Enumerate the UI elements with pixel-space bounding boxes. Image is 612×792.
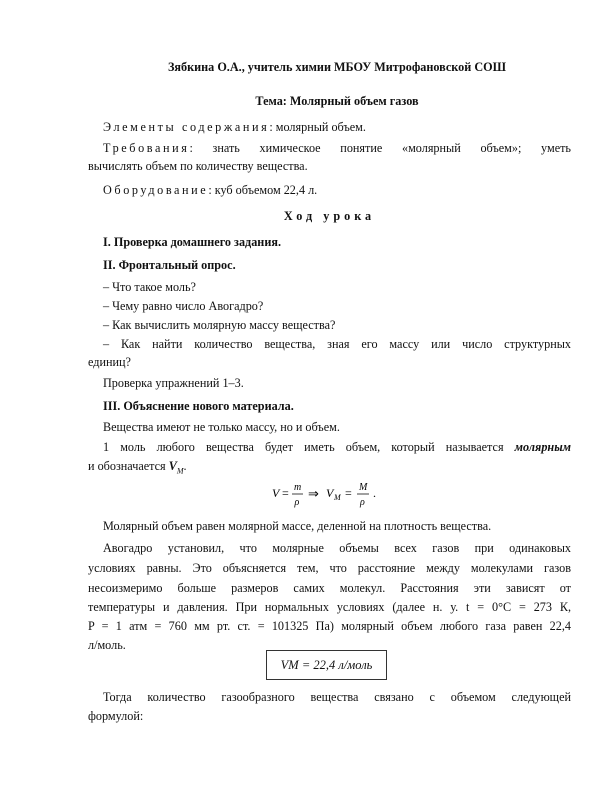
formula-eq2: = [345,486,352,500]
formula-m: m [294,482,302,493]
equipment-value: : куб объемом 22,4 л. [208,183,318,197]
lesson-heading: Ход урока [283,209,376,223]
elements-label: Элементы содержания [103,120,270,134]
formula-rho2: ρ [360,497,365,508]
paragraph-2-line2 [88,457,556,480]
paragraph-2-text2: и обозначается [88,459,169,473]
question-4: – Как найти количество вещества, зная его массу или число структурных [103,337,571,351]
paragraph-2-line1 [103,438,571,457]
elements-line [103,118,571,137]
formula-vm-sub: M [334,493,341,502]
equipment-line [103,181,571,200]
formula-eq1: = [282,486,289,500]
paragraph-4-line6: л/моль. [88,638,126,652]
requirements-label: Требования [103,141,190,155]
question-4-continued: единиц? [88,355,131,369]
paragraph-4-line2: условиях равны. Это объясняется тем, что расстояние между молекулами газов [88,561,571,575]
molar-term: молярным [514,440,571,454]
paragraph-3: Молярный объем равен молярной массе, деленной на плотность вещества. [103,519,492,533]
paragraph-4-line5: P = 1 атм = 760 мм рт. ст. = 101325 Па) молярный объем любого газа равен 22,4 [88,619,571,633]
vm-symbol: V [168,459,177,473]
question-2: – Чему равно число Авогадро? [103,299,264,313]
vm-subscript: M [176,466,184,476]
requirements-value-1: : знать химическое понятие «молярный объем»; уметь [189,141,571,155]
requirements-line1 [103,139,571,158]
equipment-label: Оборудование [103,183,209,197]
molar-volume-formula [270,480,390,508]
formula-arrow: ⇒ [308,487,319,502]
paragraph-2-text: 1 моль любого вещества будет иметь объем, который называется [103,440,515,454]
paragraph-4-line3: несоизмеримо больше размеров самих молекул. Расстояния эти зависят от [88,581,571,595]
paragraph-4-line1: Авогадро установил, что молярные объемы всех газов при одинаковых [103,541,571,555]
section-1-heading: I. Проверка домашнего задания. [103,235,281,249]
formula-vm: V [326,486,334,500]
exercises-line: Проверка упражнений 1–3. [103,376,244,390]
paragraph-1: Вещества имеют не только массу, но и объем. [103,420,340,434]
section-2-heading: II. Фронтальный опрос. [103,258,236,272]
formula-M: M [359,482,368,493]
requirements-line2: вычислять объем по количеству вещества. [88,159,308,173]
paragraph-5-line2: формулой: [88,709,144,723]
boxed-formula-text: VM = 22,4 л/моль [280,658,373,672]
formula-dot: . [373,486,376,500]
topic-title: Тема: Молярный объем газов [255,94,419,108]
boxed-molar-volume [266,650,387,680]
section-3-heading: III. Объяснение нового материала. [103,399,294,413]
question-3: – Как вычислить молярную массу вещества? [103,318,336,332]
paragraph-5-line1: Тогда количество газообразного вещества связано с объемом следующей [103,690,571,704]
formula-v: V [272,486,280,500]
elements-value: : молярный объем. [269,120,366,134]
paragraph-2-period: . [183,459,187,473]
formula-rho1: ρ [294,497,300,508]
author-line: Зябкина О.А., учитель химии МБОУ Митрофановской СОШ [168,60,506,74]
paragraph-4-line4: температуры и давления. При нормальных условиях (далее н. у. t = 0°C = 273 К, [88,600,571,614]
question-1: – Что такое моль? [103,280,196,294]
